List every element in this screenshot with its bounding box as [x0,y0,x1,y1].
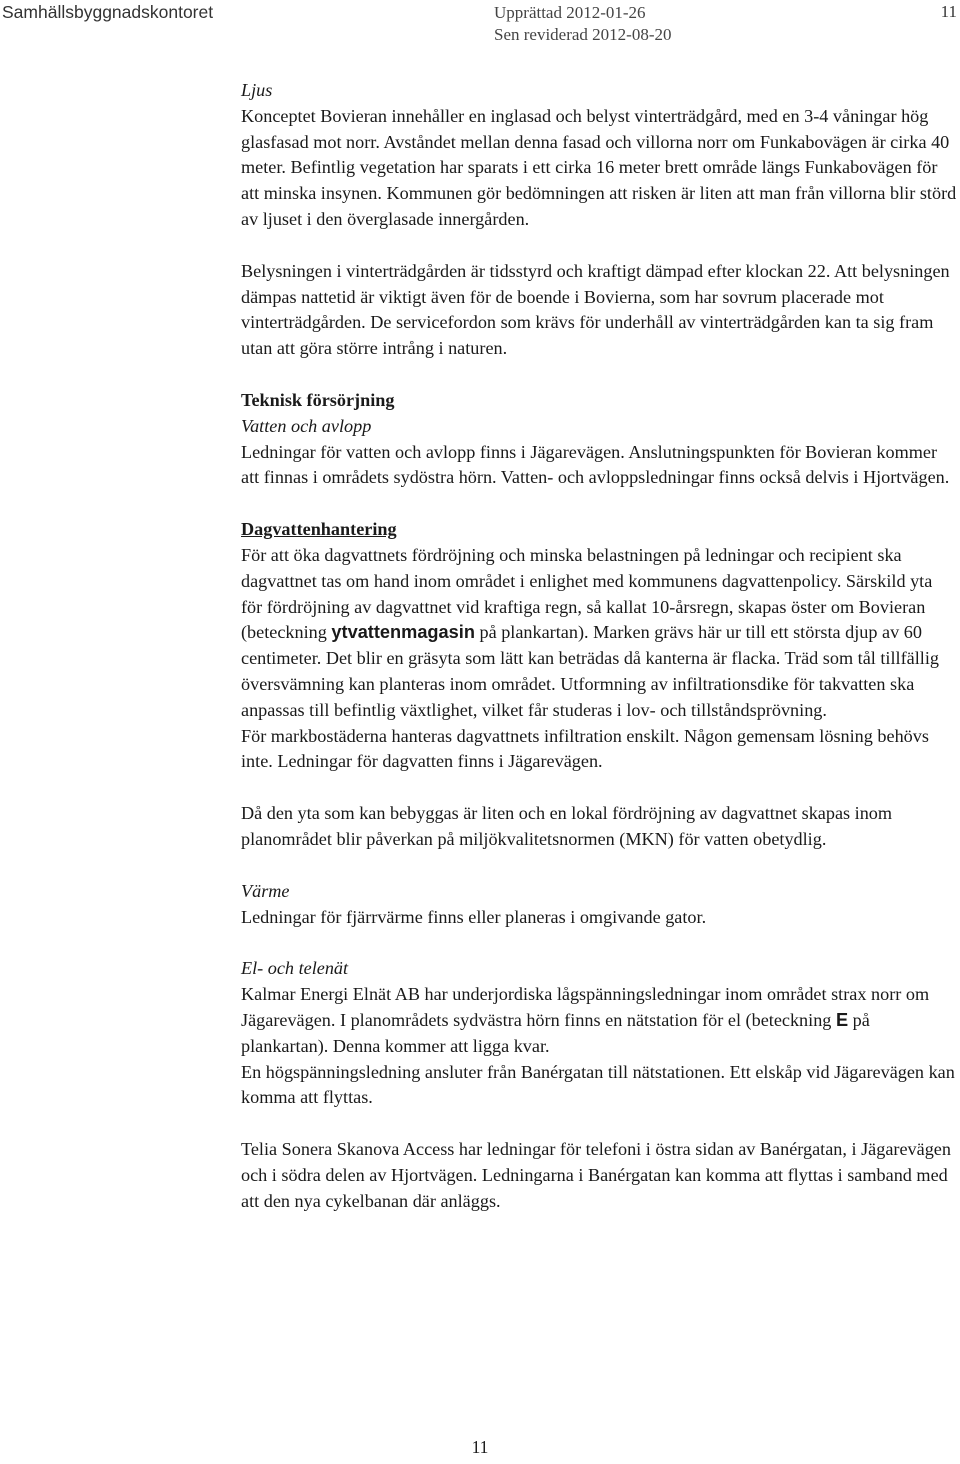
header-page-number: 11 [940,2,957,21]
el-paragraph-2: Telia Sonera Skanova Access har ledningar för telefoni i östra sidan av Banérgatan, i Jägarevägen och i södra delen av Hjortvägen. Ledningarna i Banérgatan kan komma att flyttas i samband med att den nya cykelbanan där anläggs. [241,1139,951,1211]
section-heading-dagvatten: Dagvattenhantering [241,519,397,540]
subheading-el-telenat: El- och telenät [241,958,349,979]
subheading-vatten-avlopp: Vatten och avlopp [241,415,372,436]
footer-page-number: 11 [471,1437,489,1457]
varme-paragraph: Ledningar för fjärrvärme finns eller planeras i omgivande gator. [241,906,707,927]
dagvatten-paragraph-2: Då den yta som kan bebyggas är liten och en lokal fördröjning av dagvattnet skapas inom planområdet blir påverkan på miljökvalitetsnormen (MKN) för vatten obetydlig. [241,803,893,849]
section-heading-teknisk: Teknisk försörjning [241,389,395,410]
subheading-varme: Värme [241,880,290,901]
page-header [0,0,960,60]
document-dates [494,2,672,46]
vatten-paragraph: Ledningar för vatten och avlopp finns i Jägarevägen. Anslutningspunkten för Bovieran kommer att finnas i områdets sydöstra hörn. Vatten- och avloppsledningar finns också delvis i Hjortvägen. [241,441,950,488]
e-label: E [835,1009,849,1030]
ytvattenmagasin-label: ytvattenmagasin [331,622,475,643]
ljus-paragraph-2: Belysningen i vinterträdgården är tidsstyrd och kraftigt dämpad efter klockan 22. Att belysningen dämpas nattetid är viktigt även för de boende i Bovierna, som har sovrum placerade mot vinterträdgården. De servicefordon som krävs för underhåll av vinterträdgården kan ta sig fram utan att göra större intrång i naturen. [241,260,950,359]
revised-date: Sen reviderad 2012-08-20 [494,25,672,44]
organization-name: Samhällsbyggnadskontoret [2,2,214,22]
document-body [241,78,957,1214]
created-date: Upprättad 2012-01-26 [494,3,646,22]
section-heading-ljus: Ljus [241,80,273,100]
dagvatten-paragraph-1: För att öka dagvattnets fördröjning och minska belastningen på ledningar och recipient ska dagvattnet tas om hand inom området i enlighet med kommunens dagvattenpolicy. Särskild yta för fördröjning av dagvattnet vid kraftiga regn, så kallat 10-årsregn, skapas öster om Bovieran (beteckning ytvattenmagasin på plankartan). Marken grävs här ur till ett största djup av 60 centimeter. Det blir en gräsyta som lätt kan beträdas då kanterna är flacka. Träd som tål tillfällig översvämning kan planteras inom området. Utformning av infiltrationsdike för takvatten ska anpassas till befintlig växtlighet, vilket får studeras i lov- och tillståndsprövning. För markbostäderna hanteras dagvattnets infiltration enskilt. Någon gemensam lösning behövs inte. Ledningar för dagvatten finns i Jägarevägen. [241,544,939,772]
ljus-paragraph-1: Konceptet Bovieran innehåller en inglasad och belyst vinterträdgård, med en 3-4 våningar hög glasfasad mot norr. Avståndet mellan denna fasad och villorna norr om Funkabovägen är cirka 40 meter. Befintlig vegetation har sparats i ett cirka 16 meter brett område längs Funkabovägen för att minska insynen. Kommunen gör bedömningen att risken är liten att man från villorna blir störd av ljuset i den överglasade innergården. [241,105,957,229]
el-paragraph-1: Kalmar Energi Elnät AB har underjordiska lågspänningsledningar inom området strax norr om Jägarevägen. I planområdets sydvästra hörn finns en nätstation för el (beteckning E på plankartan). Denna kommer att ligga kvar. En högspänningsledning ansluter från Banérgatan till nätstationen. Ett elskåp vid Jägarevägen kan komma att flyttas. [241,984,955,1108]
